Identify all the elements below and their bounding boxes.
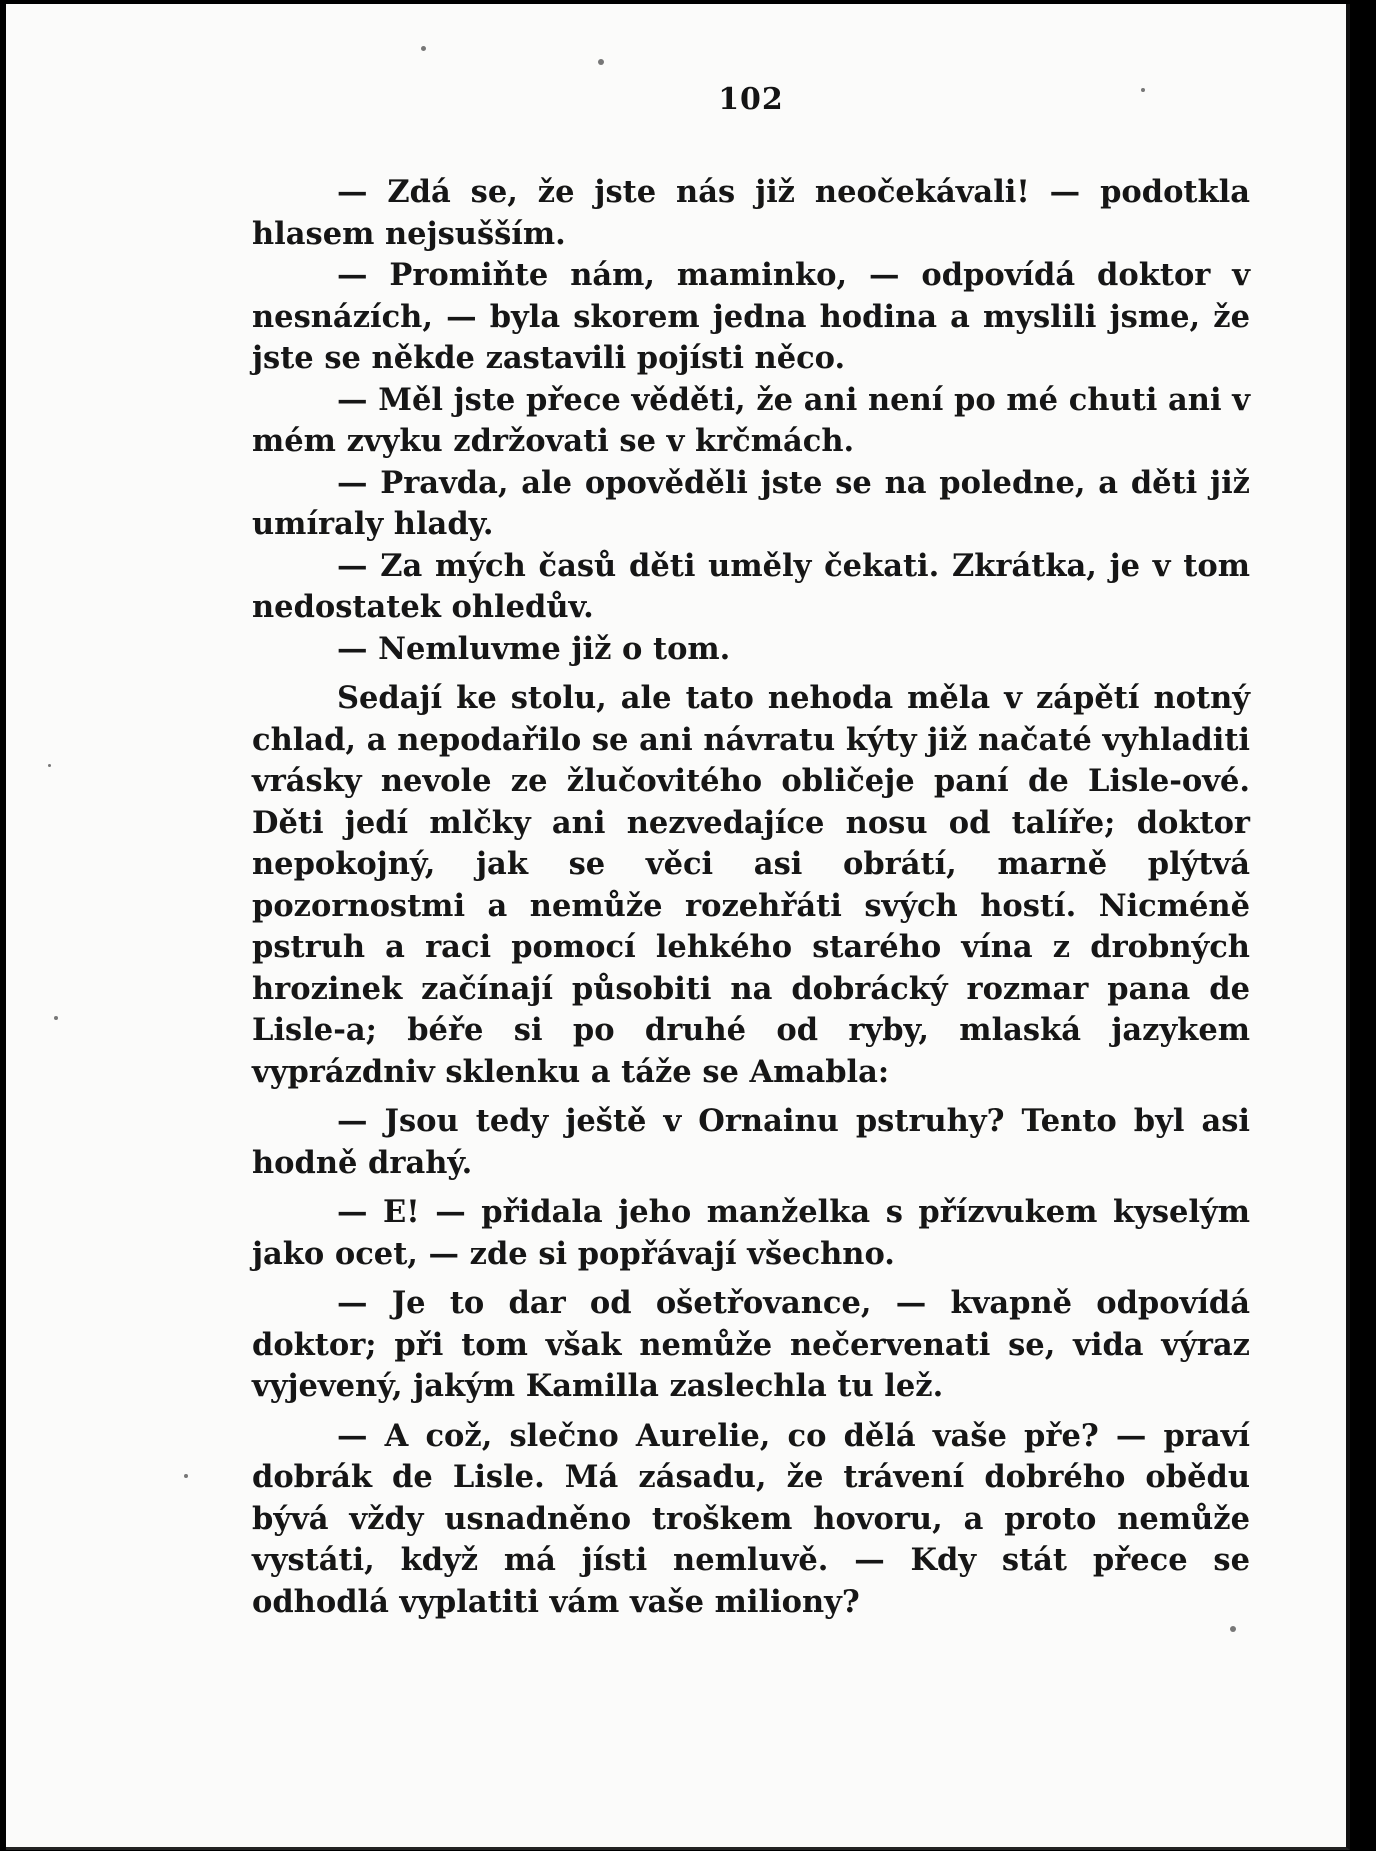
- paragraph: — Za mých časů děti uměly čekati. Zkrátka, je v tom nedostatek ohledův.: [252, 547, 1250, 625]
- ink-speck: [421, 46, 426, 51]
- paragraph: — Jsou tedy ještě v Ornainu pstruhy? Tento byl asi hodně drahý.: [252, 1103, 1250, 1181]
- page-number: 102: [718, 82, 784, 117]
- paragraph: Sedají ke stolu, ale tato nehoda měla v zápětí notný chlad, a nepodařilo se ani návratu kýty již načaté vyhladiti vrásky nevole ze žlučovitého obličeje paní de Lisle-ové. Děti jedí mlčky ani nezvedajíce nosu od talíře; doktor nepokojný, jak se věci asi obrátí, marně plýtvá pozornostmi a nemůže rozehřáti svých hostí. Nicméně pstruh a raci pomocí lehkého starého vína z drobných hrozinek začínají působiti na dobrácký rozmar pana de Lisle-a; béře si po druhé od ryby, mlaská jazykem vyprázdniv sklenku a táže se Amabla:: [252, 680, 1250, 1090]
- book-page: [6, 4, 1350, 1850]
- paragraph: — E! — přidala jeho manželka s přízvukem kyselým jako ocet, — zde si popřávají všechno.: [252, 1194, 1250, 1272]
- ink-speck: [1141, 88, 1145, 92]
- paragraph: — Je to dar od ošetřovance, — kvapně odpovídá doktor; při tom však nemůže nečervenati se, vida výraz vyjevený, jakým Kamilla zaslechla tu lež.: [252, 1285, 1250, 1404]
- ink-speck: [48, 764, 51, 767]
- ink-speck: [1230, 1626, 1236, 1632]
- ink-speck: [54, 1016, 58, 1020]
- ink-speck: [184, 1474, 188, 1478]
- paragraph: — Zdá se, že jste nás již neočekávali! — podotkla hlasem nejsušším.: [252, 174, 1250, 252]
- paragraph: — Měl jste přece věděti, že ani není po mé chuti ani v mém zvyku zdržovati se v krčmách.: [252, 381, 1250, 459]
- ink-speck: [598, 59, 604, 65]
- paragraph: — Pravda, ale opověděli jste se na poledne, a děti již umíraly hlady.: [252, 464, 1250, 542]
- paragraph: — Promiňte nám, maminko, — odpovídá doktor v nesnázích, — byla skorem jedna hodina a myslili jsme, že jste se někde zastavili pojísti něco.: [252, 257, 1250, 376]
- paragraph: — A což, slečno Aurelie, co dělá vaše pře? — praví dobrák de Lisle. Má zásadu, že trávení dobrého obědu bývá vždy usnadněno troškem hovoru, a proto nemůže vystáti, když má jísti nemluvě. — Kdy stát přece se odhodlá vyplatiti vám vaše miliony?: [252, 1417, 1250, 1620]
- body-text: [252, 172, 1250, 1623]
- paragraph: — Nemluvme již o tom.: [337, 630, 731, 667]
